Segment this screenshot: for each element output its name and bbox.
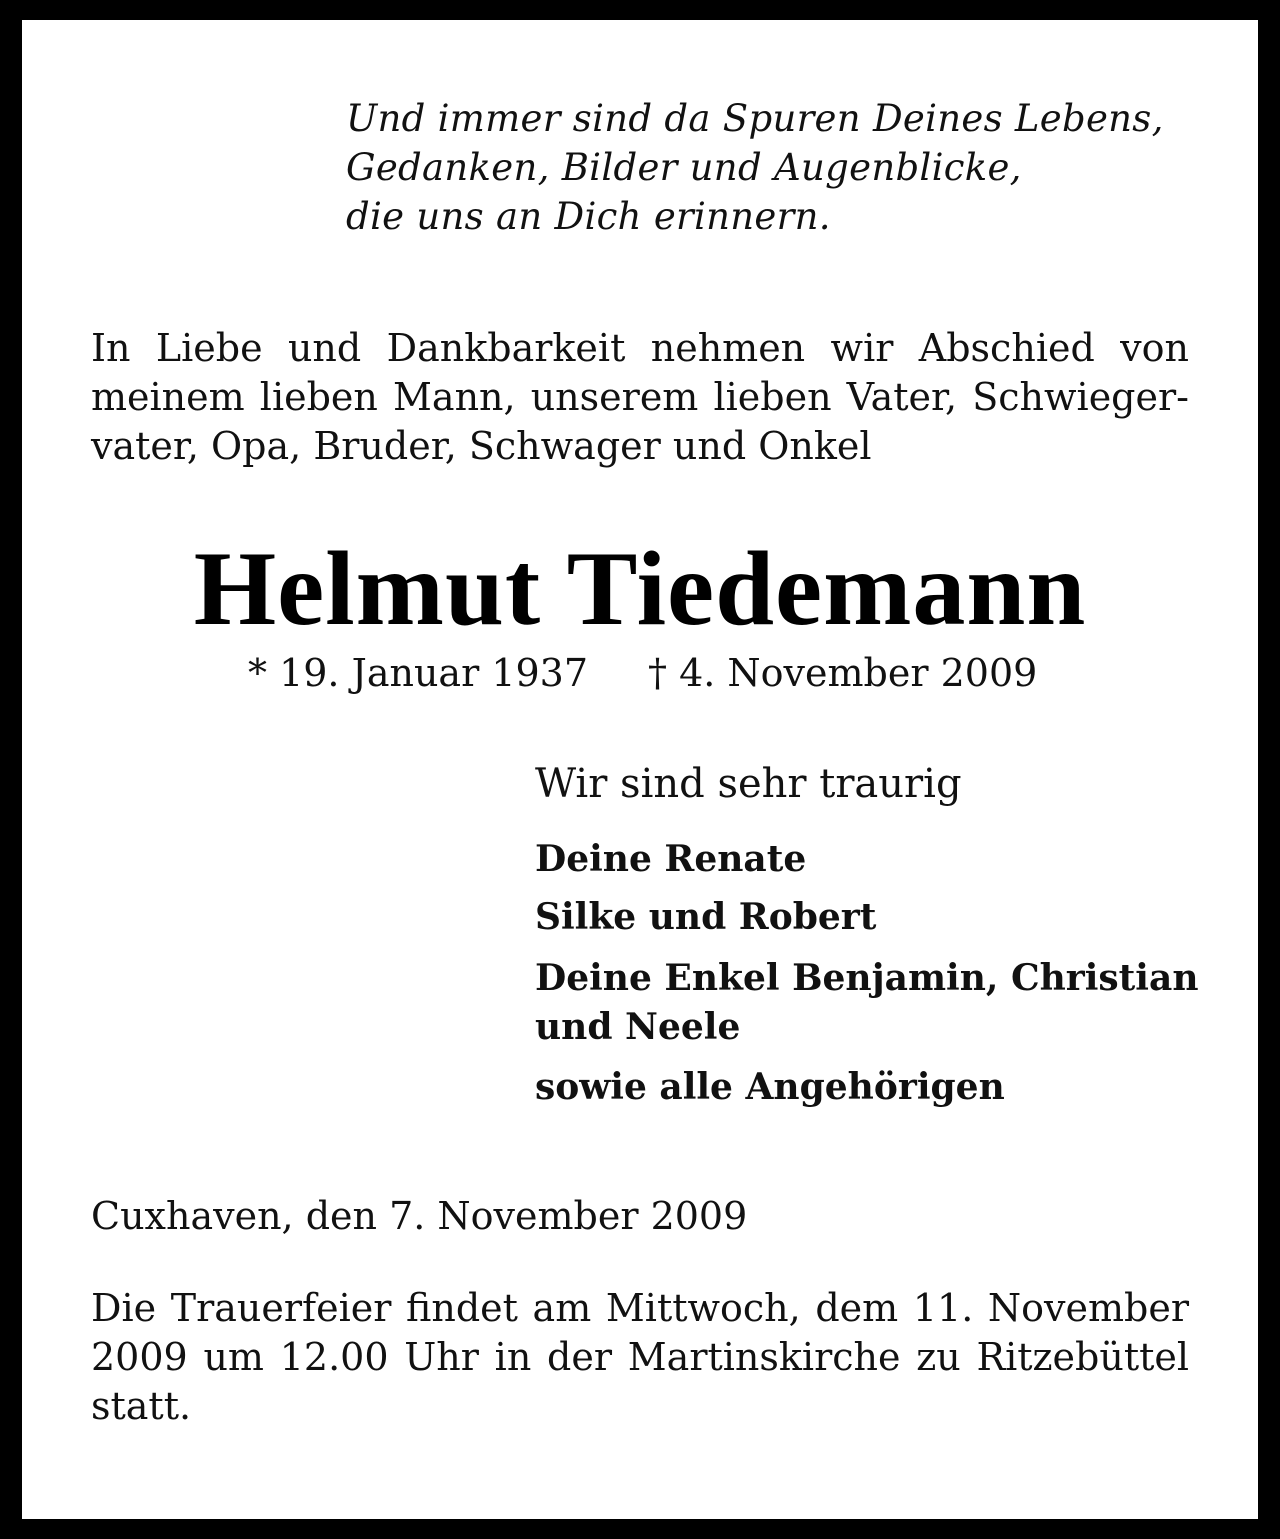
service-line-3: statt. [91, 1384, 192, 1428]
deceased-name: Helmut Tiedemann [193, 530, 1087, 647]
service-line-1: Die Trauerfeier findet am Mittwoch, dem 11. November [91, 1286, 1189, 1330]
intro-line-3: vater, Opa, Bruder, Schwager und Onkel [91, 424, 872, 468]
intro-line-1: In Liebe und Dankbarkeit nehmen wir Abschied von [91, 326, 1189, 370]
mourner-relatives: sowie alle Angehörigen [535, 1066, 1005, 1108]
motto-line-1: Und immer sind da Spuren Deines Lebens, [346, 97, 1164, 140]
motto-line-2: Gedanken, Bilder und Augenblicke, [346, 146, 1022, 189]
mourner-grandchildren-cont: und Neele [535, 1006, 741, 1048]
mourner-grandchildren: Deine Enkel Benjamin, Christian [535, 957, 1199, 999]
intro-line-2: meinem lieben Mann, unserem lieben Vater, Schwieger- [91, 375, 1189, 419]
place-date: Cuxhaven, den 7. November 2009 [91, 1194, 748, 1238]
mourner-silke-robert: Silke und Robert [535, 896, 877, 938]
service-line-2: 2009 um 12.00 Uhr in der Martinskirche zu Ritzebüttel [91, 1335, 1189, 1379]
death-date: † 4. November 2009 [648, 651, 1038, 695]
mourning-statement: Wir sind sehr traurig [535, 761, 962, 807]
mourner-renate: Deine Renate [535, 838, 807, 880]
motto-line-3: die uns an Dich erinnern. [346, 195, 831, 238]
birth-date: * 19. Januar 1937 [248, 651, 589, 695]
